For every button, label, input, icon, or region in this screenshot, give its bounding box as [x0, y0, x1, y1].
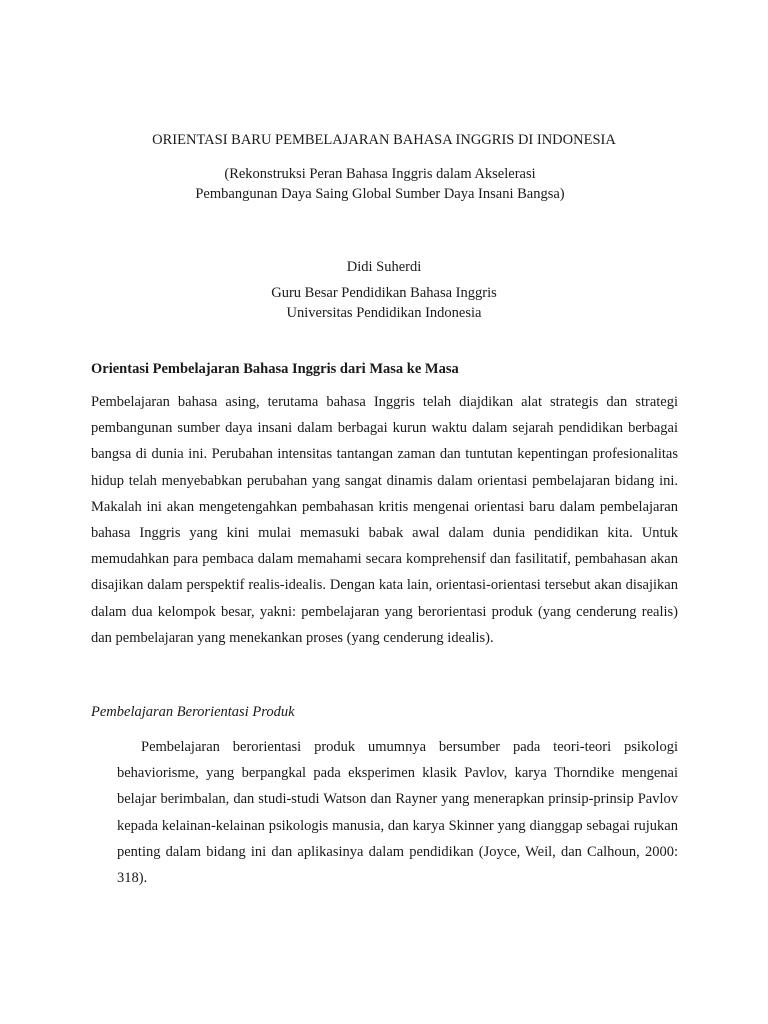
- author-affiliation: [0, 283, 768, 323]
- affiliation-line-2: Universitas Pendidikan Indonesia: [286, 305, 482, 321]
- paragraph-2: Pembelajaran berorientasi produk umumnya bersumber pada teori-teori psikologi behaviorisme, yang berpangkal pada eksperimen klasik Pavlov, karya Thorndike mengenai belajar berimbalan, dan studi-studi Watson dan Rayner yang menerapkan prinsip-prinsip Pavlov kepada kelainan-kelainan psikologis manusia, dan karya Skinner yang dianggap sebagai rujukan penting dalam bidang ini dan aplikasinya dalam pendidikan (Joyce, Weil, dan Calhoun, 2000: 318).: [117, 739, 678, 887]
- section-heading: Orientasi Pembelajaran Bahasa Inggris dari Masa ke Masa: [91, 361, 459, 377]
- document-title: ORIENTASI BARU PEMBELAJARAN BAHASA INGGRIS DI INDONESIA: [152, 132, 616, 148]
- affiliation-line-1: Guru Besar Pendidikan Bahasa Inggris: [271, 285, 497, 301]
- author-name: Didi Suherdi: [346, 259, 422, 275]
- paragraph-1: Pembelajaran bahasa asing, terutama bahasa Inggris telah diajdikan alat strategis dan strategi pembangunan sumber daya insani dalam berbagai kurun waktu dalam sejarah pendidikan berbagai bangsa di dunia ini. Perubahan intensitas tantangan zaman dan tuntutan kepentingan profesionalitas hidup telah menyebabkan perubahan yang sangat dinamis dalam orientasi pembelajaran bidang ini. Makalah ini akan mengetengahkan pembahasan kritis mengenai orientasi baru dalam pembelajaran bahasa Inggris yang kini mulai memasuki babak awal dalam dunia pendidikan kita. Untuk memudahkan para pembaca dalam memahami secara komprehensif dan fasilitatif, pembahasan akan disajikan dalam perspektif realis-idealis. Dengan kata lain, orientasi-orientasi tersebut akan disajikan dalam dua kelompok besar, yakni: pembelajaran yang berorientasi produk (yang cenderung realis) dan pembelajaran yang menekankan proses (yang cenderung idealis).: [91, 394, 678, 646]
- document-subtitle: (Rekonstruksi Peran Bahasa Inggris dalam Akselerasi Pembangunan Daya Saing Global Sumber Daya Insani Bangsa): [195, 166, 565, 202]
- subsection-heading: Pembelajaran Berorientasi Produk: [91, 704, 295, 720]
